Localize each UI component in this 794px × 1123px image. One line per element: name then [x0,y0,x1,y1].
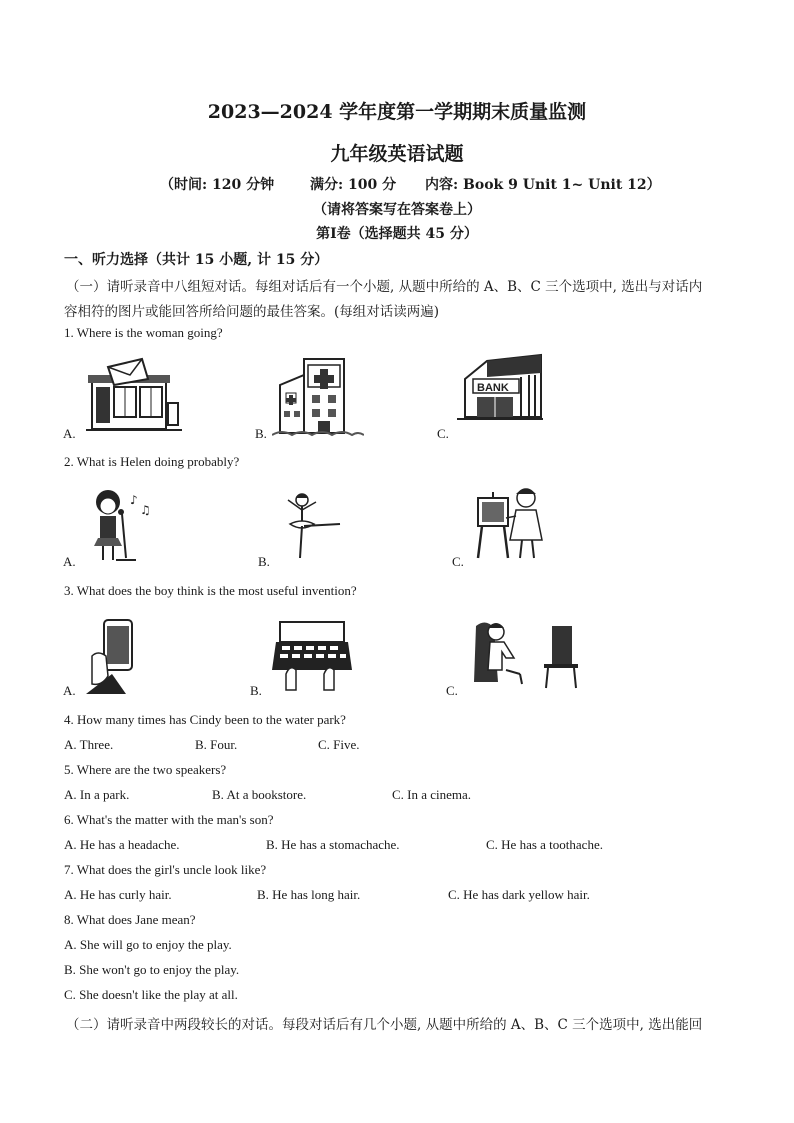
q6-option-c: C. He has a toothache. [486,837,603,852]
q3-option-b-label: B. [250,683,262,698]
bank-sign-text: BANK [477,382,509,394]
q3-option-c-label: C. [446,683,458,698]
exam-time: （时间: 120 分钟 [160,177,275,193]
question-8: 8. What does Jane mean? [64,912,196,927]
section-two-instructions: （二）请听录音中两段较长的对话。每段对话后有几个小题, 从题中所给的 A、B、C 三个选项中, 选出能回 [66,1017,703,1033]
q4-option-b: B. Four. [195,737,238,752]
q1-option-b-label: B. [255,426,267,441]
question-3: 3. What does the boy think is the most useful invention? [64,583,357,598]
mobile-phone-image [86,616,142,694]
question-1: 1. Where is the woman going? [64,325,223,340]
q1-option-a-label: A. [63,426,76,441]
q5-option-b: B. At a bookstore. [212,787,307,802]
ballerina-image [280,490,350,566]
q5-option-c: C. In a cinema. [392,787,472,802]
singing-girl-image [86,488,158,564]
q7-option-a: A. He has curly hair. [64,887,172,902]
post-office-image [86,357,182,433]
question-5: 5. Where are the two speakers? [64,762,227,777]
q2-option-b-label: B. [258,554,270,569]
section-instructions-line1: （一）请听录音中八组短对话。每组对话后有一个小题, 从题中所给的 A、B、C 三个选项中, 选出与对话内 [66,279,703,295]
q8-option-a: A. She will go to enjoy the play. [64,937,232,952]
hospital-image [272,355,364,437]
q1-option-c-label: C. [437,426,449,441]
q6-option-a: A. He has a headache. [64,837,180,852]
q7-option-b: B. He has long hair. [257,887,361,902]
q3-option-a-label: A. [63,683,76,698]
q2-option-c-label: C. [452,554,464,569]
exam-subtitle: 九年级英语试题 [330,143,464,165]
laptop-image [272,618,352,692]
part-one-heading: 第Ⅰ卷（选择题共 45 分） [316,226,478,242]
q4-option-c: C. Five. [318,737,360,752]
section-listening-heading: 一、听力选择（共计 15 小题, 计 15 分） [64,252,329,268]
q8-option-b: B. She won't go to enjoy the play. [64,962,240,977]
q7-option-c: C. He has dark yellow hair. [448,887,590,902]
question-7: 7. What does the girl's uncle look like? [64,862,267,877]
question-6: 6. What's the matter with the man's son? [64,812,274,827]
question-2: 2. What is Helen doing probably? [64,454,240,469]
tv-watching-image [470,618,580,690]
q4-option-a: A. Three. [64,737,114,752]
question-4: 4. How many times has Cindy been to the water park? [64,712,346,727]
exam-score: 满分: 100 分 [310,177,397,193]
exam-title: 2023—2024 学年度第一学期期末质量监测 [207,101,587,123]
section-instructions-line2: 容相符的图片或能回答所给问题的最佳答案。(每组对话读两遍) [64,304,440,320]
bank-image [457,351,543,423]
svg-text:♫: ♫ [140,503,151,517]
answer-note: （请将答案写在答案卷上） [313,202,481,218]
svg-text:♪: ♪ [130,493,138,507]
q8-option-c: C. She doesn't like the play at all. [64,987,238,1002]
q2-option-a-label: A. [63,554,76,569]
painting-girl-image [472,484,550,564]
q5-option-a: A. In a park. [64,787,130,802]
exam-content: 内容: Book 9 Unit 1~ Unit 12） [425,177,661,193]
q6-option-b: B. He has a stomachache. [266,837,400,852]
